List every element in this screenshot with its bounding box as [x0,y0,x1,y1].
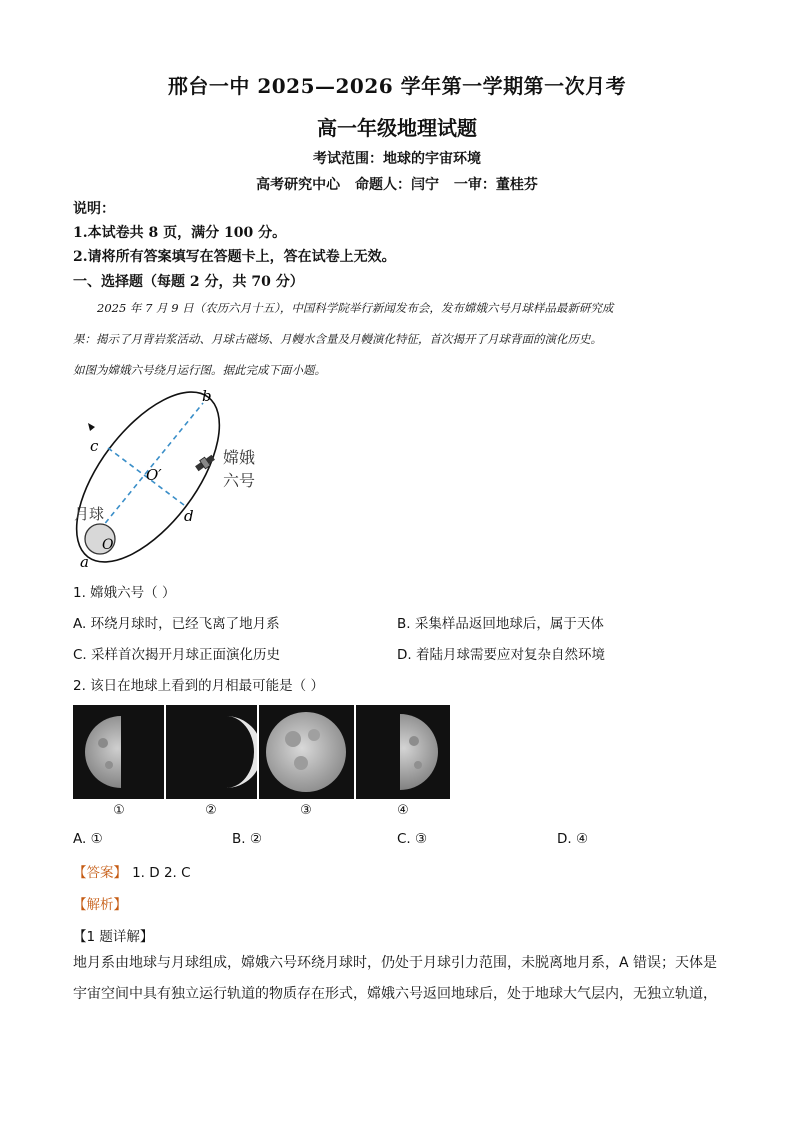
note-item-2: 2.请将所有答案填写在答题卡上，答在试卷上无效。 [73,249,396,265]
moon-phase-image-4 [356,705,450,799]
answer-label: 【答案】 [73,865,127,881]
q2-option-b: B. ② [232,831,262,847]
moon-phase-image-2 [166,705,257,799]
label-center: O′ [146,466,162,484]
q1-stem: 1. 嫦娥六号（ ） [73,585,176,601]
q1-option-a: A. 环绕月球时，已经飞离了地月系 [73,616,280,632]
label-c: c [90,437,99,455]
q1-option-c: C. 采样首次揭开月球正面演化历史 [73,647,281,663]
exam-title: 邢台一中 2025—2026 学年第一学期第一次月考 [167,74,627,98]
orbit-diagram [60,385,280,575]
moon-phase-image-3 [259,705,354,799]
label-a: a [80,553,89,571]
exam-authors: 高考研究中心 命题人：闫宁 一审：董桂芬 [256,177,538,193]
passage-line-3: 如图为嫦娥六号绕月运行图。据此完成下面小题。 [73,363,326,377]
q2-option-a: A. ① [73,831,103,847]
answer-line [73,861,191,881]
orbit-direction-arrow [88,423,95,431]
moon-label-3: ③ [300,803,312,818]
passage-line-2: 果：揭示了月背岩浆活动、月球古磁场、月幔水含量及月幔演化特征，首次揭开了月球背面的演化历史。 [73,332,602,346]
q1-option-b: B. 采集样品返回地球后，属于天体 [397,616,604,632]
analysis-subheading: 【1 题详解】 [73,929,154,945]
label-probe-1: 嫦娥 [223,448,256,467]
moon-label-4: ④ [397,803,409,818]
analysis-label: 【解析】 [73,897,127,913]
label-moon-center: O [102,537,114,553]
notes-heading: 说明： [73,201,115,217]
q1-option-d: D. 着陆月球需要应对复杂自然环境 [397,647,605,663]
passage-line-1: 2025 年 7 月 9 日（农历六月十五），中国科学院举行新闻发布会，发布嫦娥六号月球样品最新研究成 [97,301,614,315]
label-b: b [202,387,212,405]
q2-option-c: C. ③ [397,831,428,847]
q2-stem: 2. 该日在地球上看到的月相最可能是（ ） [73,678,324,694]
label-moon: 月球 [74,505,105,523]
exam-scope: 考试范围：地球的宇宙环境 [313,151,481,167]
label-probe-2: 六号 [223,471,256,490]
exam-subtitle: 高一年级地理试题 [317,116,477,140]
moon-label-2: ② [205,803,217,818]
analysis-line-1: 地月系由地球与月球组成，嫦娥六号环绕月球时，仍处于月球引力范围，未脱离地月系，A 错误；天体是 [73,955,718,971]
moon-label-1: ① [113,803,125,818]
analysis-line-2: 宇宙空间中具有独立运行轨道的物质存在形式，嫦娥六号返回地球后，处于地球大气层内，无独立轨道， [73,986,717,1002]
moon-phase-image-1 [73,705,164,799]
q2-option-d: D. ④ [557,831,589,847]
section-title: 一、选择题（每题 2 分，共 70 分） [73,274,304,290]
note-item-1: 1.本试卷共 8 页，满分 100 分。 [73,225,287,241]
probe-icon [194,453,216,473]
answer-text: 1. D 2. C [132,865,191,881]
label-d: d [184,507,194,525]
